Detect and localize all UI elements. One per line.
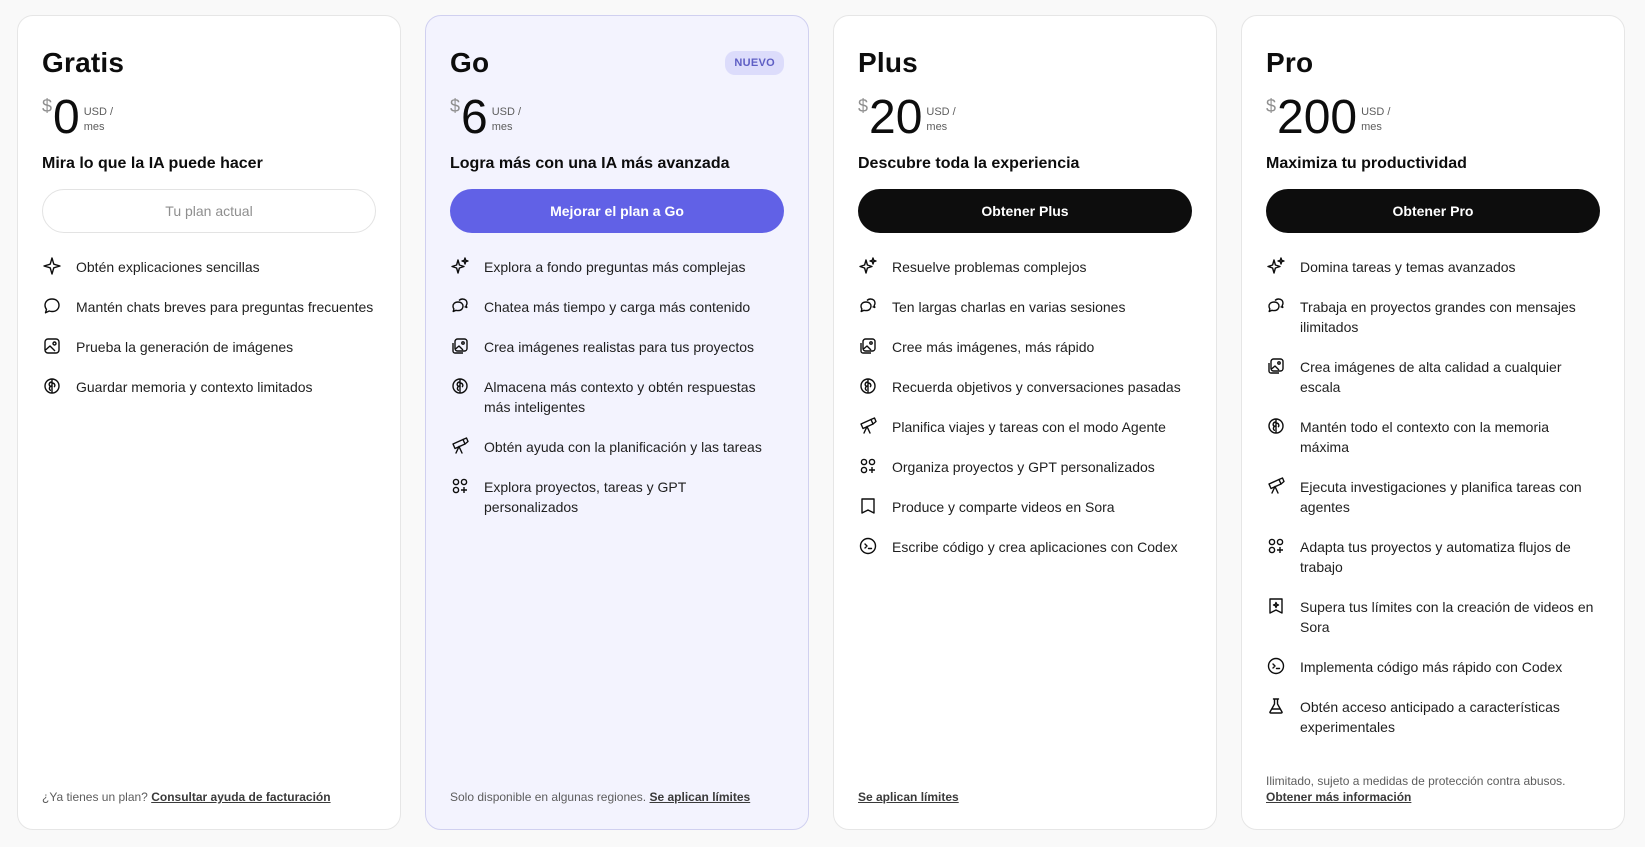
period-unit: USD / <box>491 106 522 118</box>
brain-icon <box>1266 416 1286 436</box>
price-amount: 0 <box>53 91 80 144</box>
feature-item <box>858 537 1192 557</box>
currency-symbol: $ <box>450 96 461 116</box>
feature-item <box>450 337 784 357</box>
price-period <box>84 105 113 135</box>
plan-footer <box>1266 773 1604 805</box>
sparkles-icon <box>450 256 470 276</box>
image-icon <box>42 336 62 356</box>
feature-text: Chatea más tiempo y carga más contenido <box>484 299 751 315</box>
current-plan-button[interactable]: Tu plan actual <box>42 189 376 233</box>
price-period <box>926 105 955 135</box>
feature-item <box>858 337 1192 357</box>
limits-link[interactable]: Se aplican límites <box>858 790 959 804</box>
period-interval: mes <box>83 121 105 133</box>
feature-item <box>1266 657 1600 677</box>
feature-text: Organiza proyectos y GPT personalizados <box>892 459 1155 475</box>
sparkle-icon <box>42 256 62 276</box>
feature-item <box>858 417 1192 437</box>
terminal-icon <box>858 536 878 556</box>
feature-text: Recuerda objetivos y conversaciones pasadas <box>892 379 1181 395</box>
feature-item <box>42 377 376 397</box>
feature-list <box>1266 257 1600 737</box>
plan-card-go <box>425 15 809 830</box>
plan-price <box>858 92 1192 150</box>
feature-text: Trabaja en proyectos grandes con mensajes ilimitados <box>1300 299 1576 335</box>
terminal-icon <box>1266 656 1286 676</box>
feature-item <box>450 377 784 417</box>
feature-text: Planifica viajes y tareas con el modo Agente <box>892 419 1166 435</box>
brain-icon <box>858 376 878 396</box>
plan-tagline: Descubre toda la experiencia <box>858 155 1080 172</box>
feature-item <box>42 337 376 357</box>
plan-footer <box>450 789 788 805</box>
limits-link[interactable]: Se aplican límites <box>649 790 751 804</box>
feature-text: Escribe código y crea aplicaciones con Codex <box>892 539 1178 555</box>
chat-bubbles-icon <box>450 296 470 316</box>
period-interval: mes <box>926 121 948 133</box>
feature-text: Obtén acceso anticipado a características experimentales <box>1300 699 1560 735</box>
plan-tagline: Logra más con una IA más avanzada <box>450 155 730 172</box>
feature-text: Crea imágenes realistas para tus proyectos <box>484 339 755 355</box>
feature-item <box>858 257 1192 277</box>
feature-item <box>858 497 1192 517</box>
feature-item <box>858 377 1192 397</box>
telescope-icon <box>450 436 470 456</box>
feature-text: Produce y comparte videos en Sora <box>892 499 1115 515</box>
chat-bubble-icon <box>42 296 62 316</box>
plan-name: Plus <box>858 47 918 78</box>
flask-icon <box>1266 696 1286 716</box>
brain-icon <box>42 376 62 396</box>
feature-text: Ten largas charlas en varias sesiones <box>892 299 1126 315</box>
plan-price <box>42 92 376 150</box>
feature-item <box>450 297 784 317</box>
video-icon <box>1266 596 1286 616</box>
sparkles-icon <box>1266 256 1286 276</box>
sparkles-icon <box>858 256 878 276</box>
learn-more-link[interactable]: Obtener más información <box>1266 790 1412 804</box>
feature-text: Obtén explicaciones sencillas <box>76 259 260 275</box>
feature-item <box>450 437 784 457</box>
telescope-icon <box>858 416 878 436</box>
feature-item <box>1266 477 1600 517</box>
plan-footer <box>42 789 380 805</box>
feature-text: Implementa código más rápido con Codex <box>1300 659 1563 675</box>
currency-symbol: $ <box>42 96 53 116</box>
period-unit: USD / <box>83 106 114 118</box>
price-amount: 20 <box>869 91 923 144</box>
plan-price <box>1266 92 1600 150</box>
brain-icon <box>450 376 470 396</box>
plan-footer <box>858 789 1196 805</box>
apps-icon <box>450 476 470 496</box>
apps-icon <box>1266 536 1286 556</box>
feature-list <box>858 257 1192 557</box>
footer-text: ¿Ya tienes un plan? <box>42 790 148 804</box>
plan-name: Go <box>450 47 490 78</box>
feature-item <box>1266 357 1600 397</box>
plan-price <box>450 92 784 150</box>
new-badge: NUEVO <box>725 51 784 75</box>
feature-item <box>1266 417 1600 457</box>
feature-text: Guardar memoria y contexto limitados <box>76 379 313 395</box>
get-pro-button[interactable]: Obtener Pro <box>1266 189 1600 233</box>
images-icon <box>858 336 878 356</box>
pricing-plans <box>17 15 1625 830</box>
feature-text: Resuelve problemas complejos <box>892 259 1087 275</box>
chat-bubbles-icon <box>858 296 878 316</box>
feature-text: Prueba la generación de imágenes <box>76 339 294 355</box>
plan-card-plus <box>833 15 1217 830</box>
feature-item <box>1266 537 1600 577</box>
feature-item <box>1266 697 1600 737</box>
video-icon <box>858 496 878 516</box>
plan-card-gratis <box>17 15 401 830</box>
plan-tagline: Mira lo que la IA puede hacer <box>42 155 263 172</box>
period-unit: USD / <box>926 106 956 118</box>
plan-tagline: Maximiza tu productividad <box>1266 155 1467 172</box>
plan-card-pro <box>1241 15 1625 830</box>
plan-name: Gratis <box>42 47 125 78</box>
upgrade-go-button[interactable]: Mejorar el plan a Go <box>450 189 784 233</box>
feature-item <box>1266 257 1600 277</box>
feature-text: Mantén todo el contexto con la memoria máxima <box>1300 419 1550 455</box>
get-plus-button[interactable]: Obtener Plus <box>858 189 1192 233</box>
images-icon <box>1266 356 1286 376</box>
feature-item <box>450 477 784 517</box>
plan-name: Pro <box>1266 47 1314 78</box>
currency-symbol: $ <box>1266 96 1277 116</box>
images-icon <box>450 336 470 356</box>
feature-text: Crea imágenes de alta calidad a cualquier escala <box>1300 359 1562 395</box>
feature-item <box>42 257 376 277</box>
feature-item <box>858 457 1192 477</box>
feature-text: Ejecuta investigaciones y planifica tareas con agentes <box>1300 479 1582 515</box>
chat-bubbles-icon <box>1266 296 1286 316</box>
feature-item <box>858 297 1192 317</box>
feature-text: Explora proyectos, tareas y GPT personalizados <box>484 479 687 515</box>
feature-list <box>42 257 376 397</box>
feature-list <box>450 257 784 517</box>
price-period <box>492 105 521 135</box>
period-unit: USD / <box>1361 106 1391 118</box>
period-interval: mes <box>491 121 513 133</box>
feature-text: Mantén chats breves para preguntas frecuentes <box>76 299 374 315</box>
feature-text: Obtén ayuda con la planificación y las tareas <box>484 439 762 455</box>
period-interval: mes <box>1361 121 1382 133</box>
feature-text: Supera tus límites con la creación de videos en Sora <box>1300 599 1594 635</box>
feature-item <box>42 297 376 317</box>
feature-text: Explora a fondo preguntas más complejas <box>484 259 746 275</box>
currency-symbol: $ <box>858 96 869 116</box>
price-amount: 6 <box>461 91 488 144</box>
telescope-icon <box>1266 476 1286 496</box>
footer-text: Solo disponible en algunas regiones. <box>450 790 647 804</box>
feature-item <box>450 257 784 277</box>
apps-icon <box>858 456 878 476</box>
feature-item <box>1266 597 1600 637</box>
price-amount: 200 <box>1277 91 1358 144</box>
feature-item <box>1266 297 1600 337</box>
billing-help-link[interactable]: Consultar ayuda de facturación <box>151 790 331 804</box>
feature-text: Almacena más contexto y obtén respuestas más inteligentes <box>484 379 756 415</box>
price-period <box>1361 105 1390 135</box>
footer-text: Ilimitado, sujeto a medidas de protección contra abusos. <box>1266 774 1566 788</box>
feature-text: Adapta tus proyectos y automatiza flujos de trabajo <box>1300 539 1571 575</box>
feature-text: Domina tareas y temas avanzados <box>1300 259 1516 275</box>
feature-text: Cree más imágenes, más rápido <box>892 339 1095 355</box>
